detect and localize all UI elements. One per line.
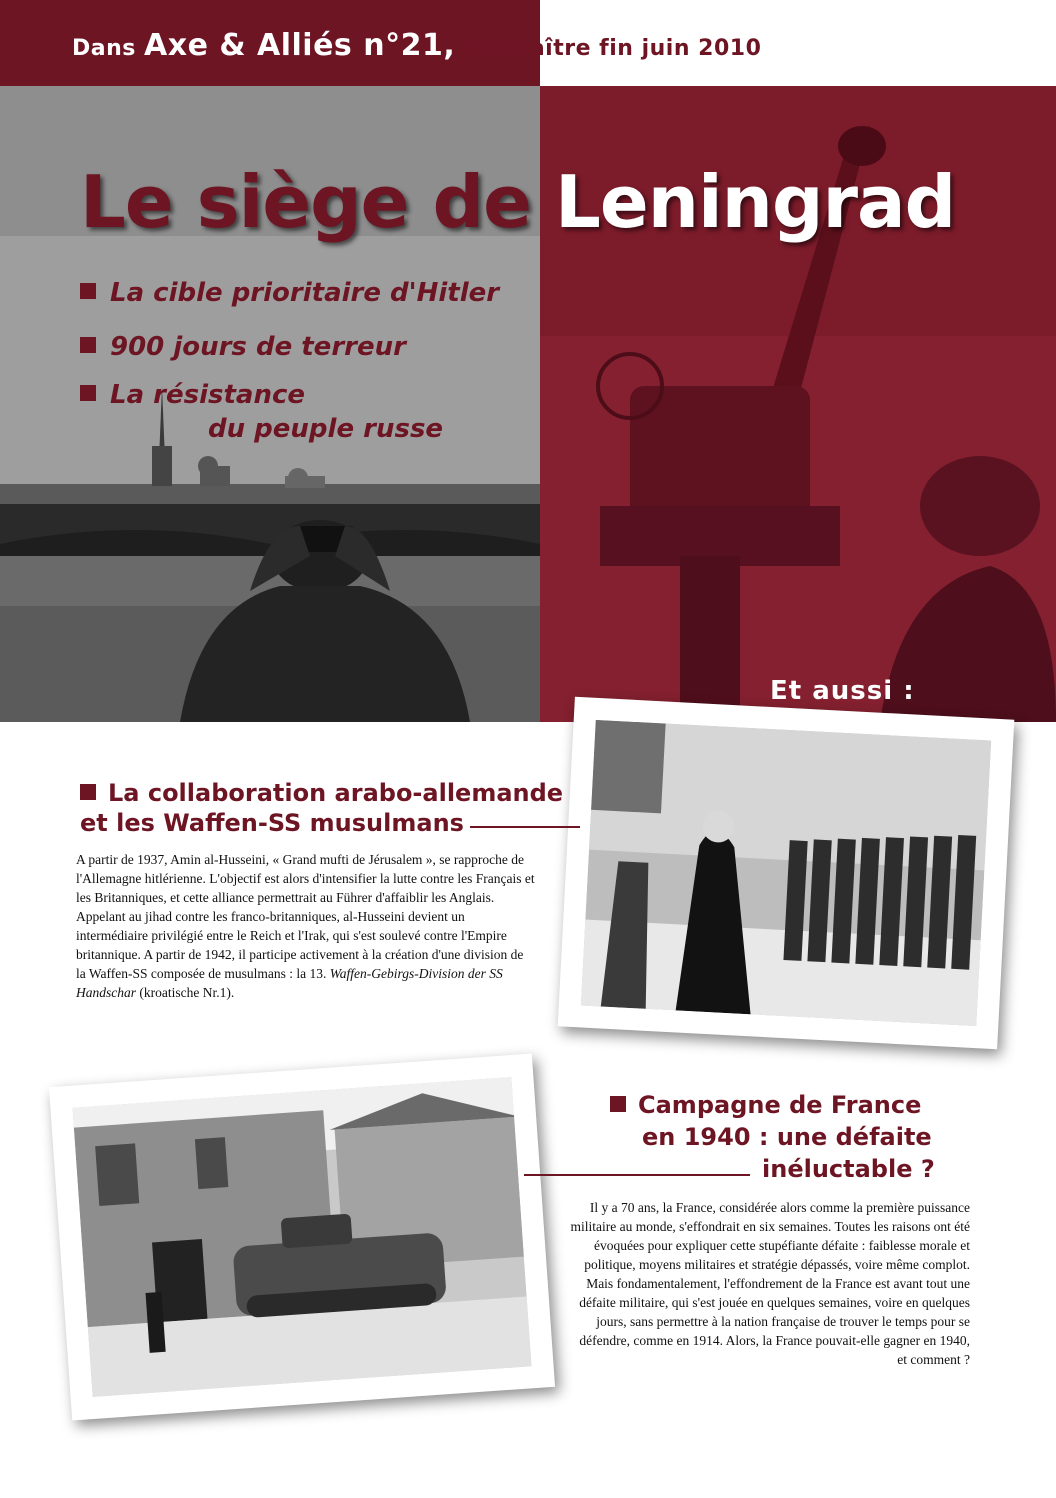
- article2-title-line3: inéluctable ?: [762, 1155, 935, 1183]
- article1-title-text: La collaboration arabo-allemande: [108, 779, 564, 807]
- cover-bullet-text: La cible prioritaire d'Hitler: [110, 278, 500, 308]
- issue-announcement: [72, 28, 761, 63]
- issue-prefix: Dans: [72, 36, 145, 61]
- article1-body: [76, 850, 536, 1002]
- article2-body: Il y a 70 ans, la France, considérée alors comme la première puissance militaire au monde, s'effondrait en six semaines. Toutes les raisons ont été évoquées pour expliquer cette stupéfiante défaite : faiblesse morale et politique, moyens militaires et stratégie dépassés, voire même complot. Mais fondamentalement, l'effondrement de la France est avant tout une défaite militaire, qui s'est jouée en quelques semaines, voire en quelques jours, sans permettre à la nation française de trouver le temps pour se défendre, comme en 1914. Alors, la France pouvait-elle gagner en 1940, et comment ?: [570, 1200, 970, 1367]
- article1-title-line1: [80, 778, 563, 808]
- bullet-square-icon: [80, 784, 96, 800]
- bullet-square-icon: [80, 283, 96, 299]
- photo-tank-village: [49, 1054, 555, 1421]
- bullet-square-icon: [610, 1096, 626, 1112]
- cover-bullet-1: [80, 278, 499, 308]
- title-part-right: Leningrad: [555, 160, 956, 244]
- article2-title-text: Campagne de France: [638, 1091, 922, 1119]
- cover-bullet-text: La résistance: [110, 380, 306, 410]
- also-label: Et aussi :: [770, 676, 915, 706]
- article2-title-line2: en 1940 : une défaite: [642, 1123, 932, 1151]
- release-date: à paraître fin juin 2010: [455, 36, 762, 61]
- cover-bullet-2: [80, 332, 406, 362]
- photo-mufti-review: [558, 697, 1015, 1050]
- article1-title-line2: et les Waffen-SS musulmans: [80, 809, 464, 837]
- article1-rule: [470, 826, 580, 828]
- article1-body-main: A partir de 1937, Amin al-Husseini, « Grand mufti de Jérusalem », se rapproche de l'Allemagne hitlérienne. L'objectif est alors d'intensifier la lutte contre les Français et les Britanniques, et cette alliance permettrait au Führer d'affaiblir les Anglais. Appelant au jihad contre les franco-britanniques, al-Husseini devient un intermédiaire privilégié entre le Reich et l'Irak, qui s'est soulevé contre l'Empire britannique. A partir de 1942, il participe activement à la création d'une division de la Waffen-SS composée de musulmans : la 13.: [76, 852, 535, 981]
- cover-bullet-3: [80, 380, 305, 410]
- photo-tank-art: [72, 1077, 531, 1397]
- article1-body-italic: Waffen-Gebirgs-Division der SS Handschar: [76, 966, 503, 1000]
- magazine-issue: Axe & Alliés n°21,: [144, 28, 456, 63]
- cover-bullet-text: 900 jours de terreur: [110, 332, 406, 362]
- article1-body-end: (kroatische Nr.1).: [136, 985, 235, 1000]
- article2-title-line1: [610, 1090, 921, 1120]
- cover-title: [80, 160, 955, 244]
- cover-bullet-3-continuation: du peuple russe: [208, 414, 444, 444]
- bullet-square-icon: [80, 337, 96, 353]
- bullet-square-icon: [80, 385, 96, 401]
- photo-mufti-art: [581, 720, 991, 1026]
- article2-rule: [524, 1174, 750, 1176]
- title-part-left: Le siège de: [80, 160, 556, 244]
